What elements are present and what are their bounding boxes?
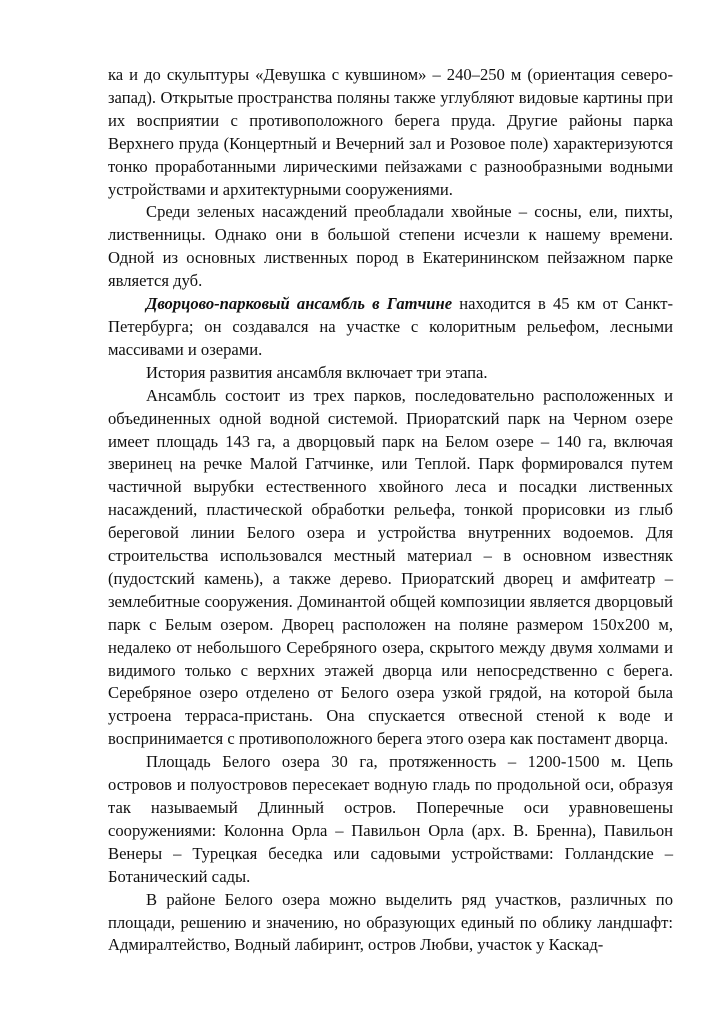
document-page: [108, 64, 673, 957]
paragraph-3: [108, 293, 673, 362]
paragraph-5: Ансамбль состоит из трех парков, последовательно расположенных и объединенных одной водной системой. Приоратский парк на Черном озере имеет площадь 143 га, а дворцовый парк на Белом озере – 140 га, включая зверинец на речке Малой Гатчинке, или Теплой. Парк формировался путем частичной вырубки естественного хвойного леса и посадки лиственных насаждений, пластической обработки рельефа, тонкой прорисовки из глыб береговой линии Белого озера и устройства внутренних водоемов. Для строительства использовался местный материал – в основном известняк (пудостский камень), а также дерево. Приоратский дворец и амфитеатр – землебитные сооружения. Доминантой общей композиции является дворцовый парк с Белым озером. Дворец расположен на поляне размером 150х200 м, недалеко от небольшого Серебряного озера, скрытого между двумя холмами и видимого только с верхних этажей дворца или непосредственно с берега. Серебряное озеро отделено от Белого озера узкой грядой, на которой была устроена терраса-пристань. Она спускается отвесной стеной к воде и воспринимается с противоположного берега этого озера как постамент дворца.: [108, 385, 673, 749]
paragraph-1: ка и до скульптуры «Девушка с кувшином» – 240–250 м (ориентация северо-запад). Открытые пространства поляны также углубляют видовые картины при их восприятии с противоположного берега пруда. Другие районы парка Верхнего пруда (Концертный и Вечерний зал и Розовое поле) характеризуются тонко проработанными лирическими пейзажами с разнообразными водными устройствами и архитектурными сооружениями.: [108, 65, 673, 199]
paragraph-4: История развития ансамбля включает три этапа.: [146, 362, 488, 382]
paragraph-3-text: находится в 45 км от Санкт-Петербурга; он создавался на участке с колоритным рельефом, лесными массивами и озерами.: [108, 294, 673, 359]
paragraph-2: Среди зеленых насаждений преобладали хвойные – сосны, ели, пихты, лиственницы. Однако они в большой степени исчезли к нашему времени. Одной из основных лиственных пород в Екатерининском пейзажном парке является дуб.: [108, 202, 673, 291]
paragraph-7: В районе Белого озера можно выделить ряд участков, различных по площади, решению и значению, но образующих единый по облику ландшафт: Адмиралтейство, Водный лабиринт, остров Любви, участок у Каскад-: [108, 889, 673, 955]
paragraph-6: Площадь Белого озера 30 га, протяженность – 1200-1500 м. Цепь островов и полуостровов пересекает водную гладь по продольной оси, образуя так называемый Длинный остров. Поперечные оси уравновешены сооружениями: Колонна Орла – Павильон Орла (арх. В. Бренна), Павильон Венеры – Турецкая беседка или садовыми устройствами: Голландские – Ботанический сады.: [108, 752, 673, 886]
gatchina-ensemble-heading: Дворцово-парковый ансамбль в Гатчине: [146, 294, 453, 314]
